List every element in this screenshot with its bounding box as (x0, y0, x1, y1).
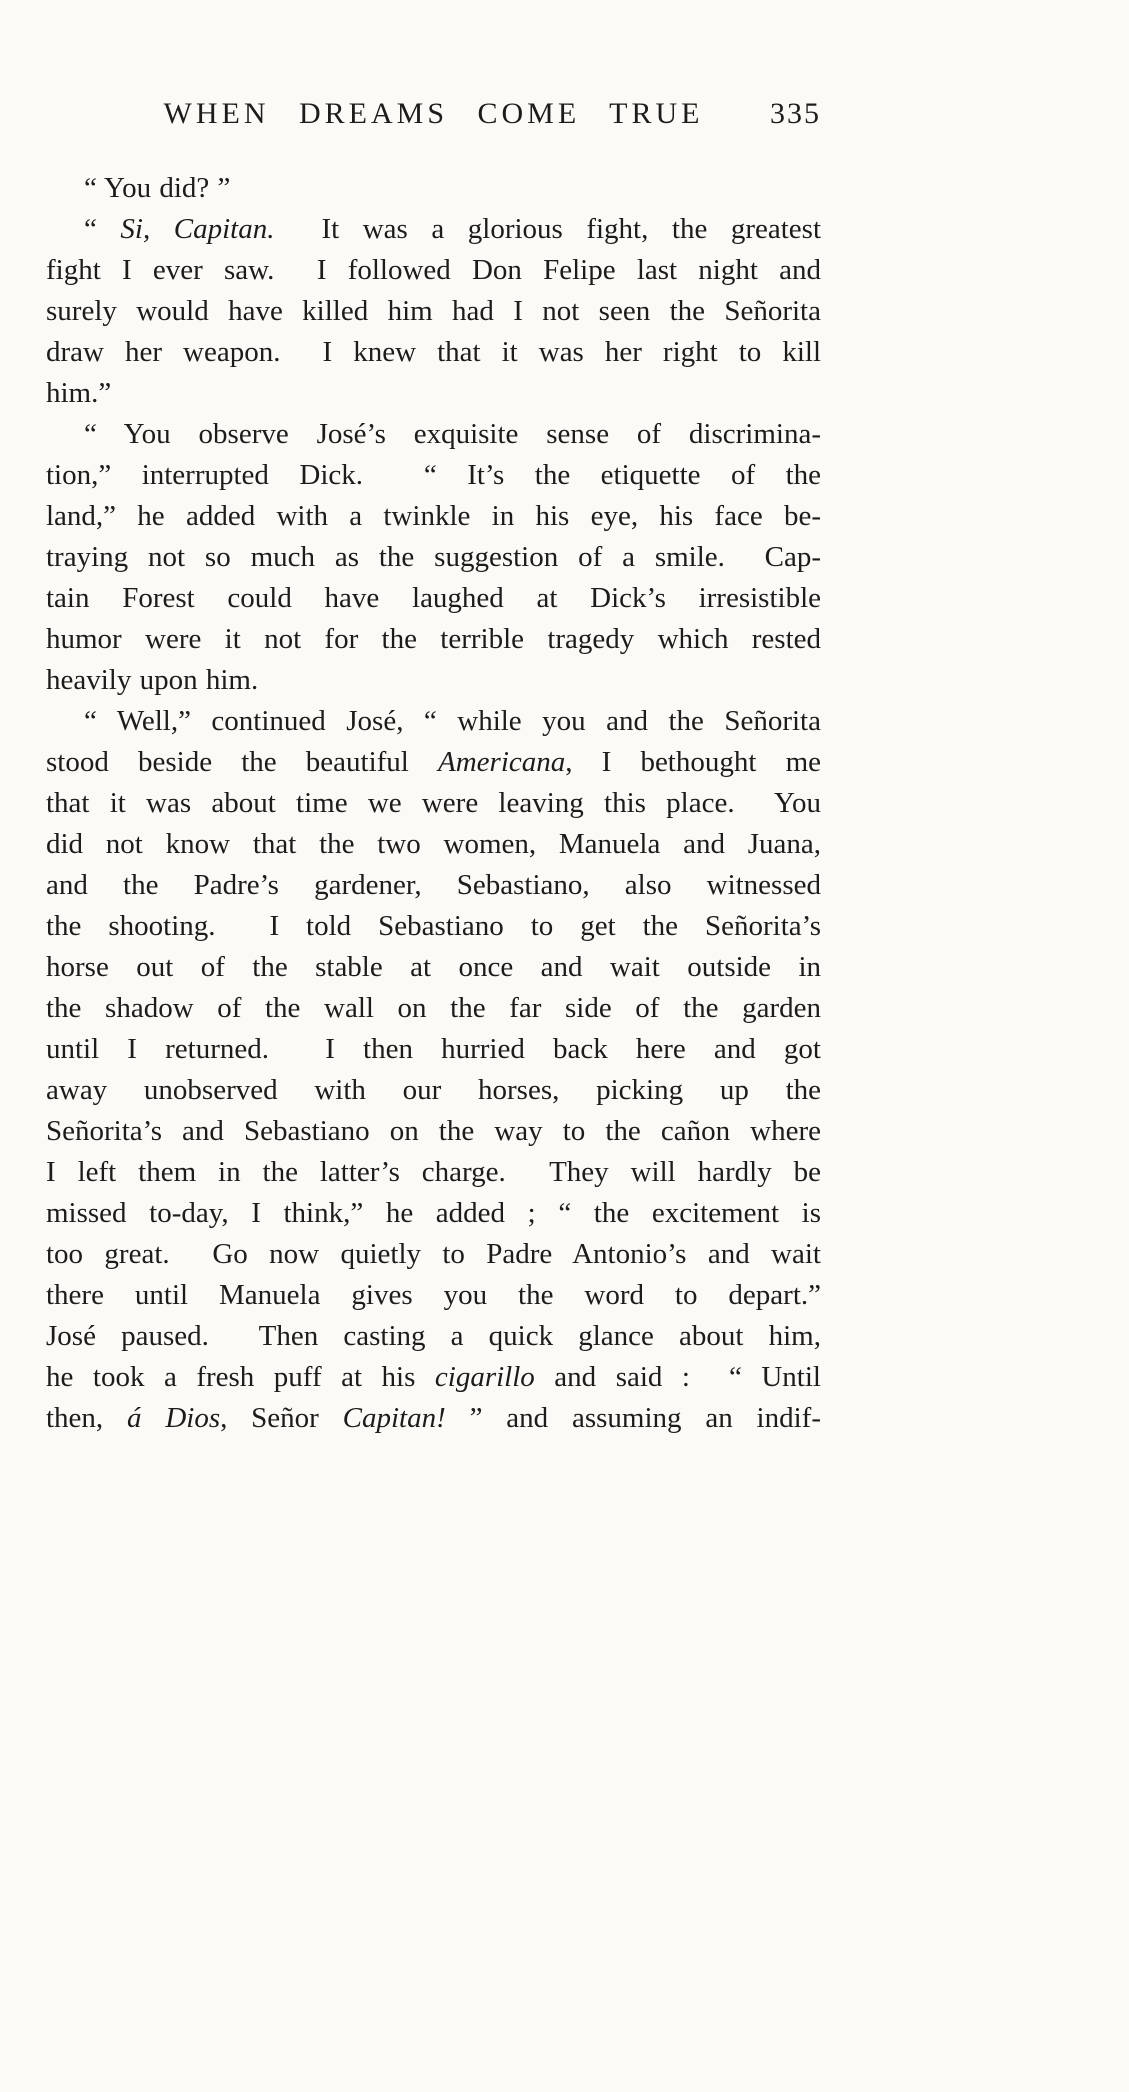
text-line (46, 865, 821, 906)
text-line (46, 455, 821, 496)
text-line (46, 414, 821, 455)
text-line (46, 1398, 821, 1439)
text-line (46, 209, 821, 250)
italic-text-run: Americana (438, 746, 566, 778)
text-run: fight I ever saw. I followed Don Felipe last night and (46, 254, 821, 286)
text-line (46, 578, 821, 619)
text-run: ” and assuming an indif- (445, 1402, 821, 1434)
text-run: missed to-day, I think,” he added ; “ the excitement is (46, 1197, 821, 1229)
text-line (46, 1111, 821, 1152)
running-header-title: WHEN DREAMS COME TRUE (163, 97, 704, 130)
text-line (46, 947, 821, 988)
text-line (46, 988, 821, 1029)
text-run: heavily upon him. (46, 664, 259, 696)
text-run: the shadow of the wall on the far side of the garden (46, 992, 821, 1024)
text-line (46, 906, 821, 947)
italic-text-run: Si, Capitan. (120, 213, 275, 245)
text-run: “ Well,” continued José, “ while you and the Señorita (84, 705, 821, 737)
text-run: “ (84, 213, 121, 245)
text-line (46, 291, 821, 332)
text-run: “ You did? ” (84, 172, 231, 204)
text-run: that it was about time we were leaving this place. You (46, 787, 821, 819)
text-line (46, 250, 821, 291)
text-run: stood beside the beautiful (46, 746, 438, 778)
text-line (46, 168, 821, 209)
text-line (46, 1029, 821, 1070)
text-run: then, (46, 1402, 127, 1434)
text-run: away unobserved with our horses, picking up the (46, 1074, 821, 1106)
text-line (46, 701, 821, 742)
text-line (46, 1316, 821, 1357)
text-run: tion,” interrupted Dick. “ It’s the etiquette of the (46, 459, 821, 491)
text-run: surely would have killed him had I not seen the Señorita (46, 295, 821, 327)
text-line (46, 1193, 821, 1234)
text-run: too great. Go now quietly to Padre Antonio’s and wait (46, 1238, 821, 1270)
text-run: Señorita’s and Sebastiano on the way to the cañon where (46, 1115, 821, 1147)
text-run: , Señor (220, 1402, 343, 1434)
italic-text-run: cigarillo (434, 1361, 535, 1393)
italic-text-run: á Dios (127, 1402, 221, 1434)
text-line (46, 619, 821, 660)
text-run: the shooting. I told Sebastiano to get the Señorita’s (46, 910, 821, 942)
text-line (46, 1152, 821, 1193)
text-run: humor were it not for the terrible tragedy which rested (46, 623, 821, 655)
italic-text-run: Capitan! (342, 1402, 446, 1434)
text-line (46, 1234, 821, 1275)
text-run: he took a fresh puff at his (46, 1361, 435, 1393)
text-run: It was a glorious fight, the greatest (274, 213, 822, 245)
text-line (46, 742, 821, 783)
text-run: and the Padre’s gardener, Sebastiano, also witnessed (46, 869, 821, 901)
text-run: there until Manuela gives you the word to depart.” (46, 1279, 821, 1311)
text-run: traying not so much as the suggestion of a smile. Cap- (46, 541, 821, 573)
text-run: and said : “ Until (534, 1361, 821, 1393)
text-run: José paused. Then casting a quick glance about him, (46, 1320, 821, 1352)
text-run: draw her weapon. I knew that it was her right to kill (46, 336, 821, 368)
text-run: land,” he added with a twinkle in his eye, his face be- (46, 500, 821, 532)
text-line (46, 537, 821, 578)
text-run: him.” (46, 377, 112, 409)
body-text (46, 168, 821, 1439)
text-run: , I bethought me (565, 746, 821, 778)
text-run: “ You observe José’s exquisite sense of discrimina- (84, 418, 821, 450)
text-line (46, 373, 821, 414)
text-line (46, 1357, 821, 1398)
text-line (46, 496, 821, 537)
page-number: 335 (770, 97, 821, 130)
text-run: tain Forest could have laughed at Dick’s irresistible (46, 582, 821, 614)
text-line (46, 332, 821, 373)
page-header (46, 97, 821, 141)
text-line (46, 824, 821, 865)
text-line (46, 660, 821, 701)
text-run: I left them in the latter’s charge. They will hardly be (46, 1156, 821, 1188)
text-run: horse out of the stable at once and wait outside in (46, 951, 821, 983)
text-run: did not know that the two women, Manuela and Juana, (46, 828, 821, 860)
text-line (46, 783, 821, 824)
text-run: until I returned. I then hurried back here and got (46, 1033, 821, 1065)
text-line (46, 1275, 821, 1316)
text-line (46, 1070, 821, 1111)
